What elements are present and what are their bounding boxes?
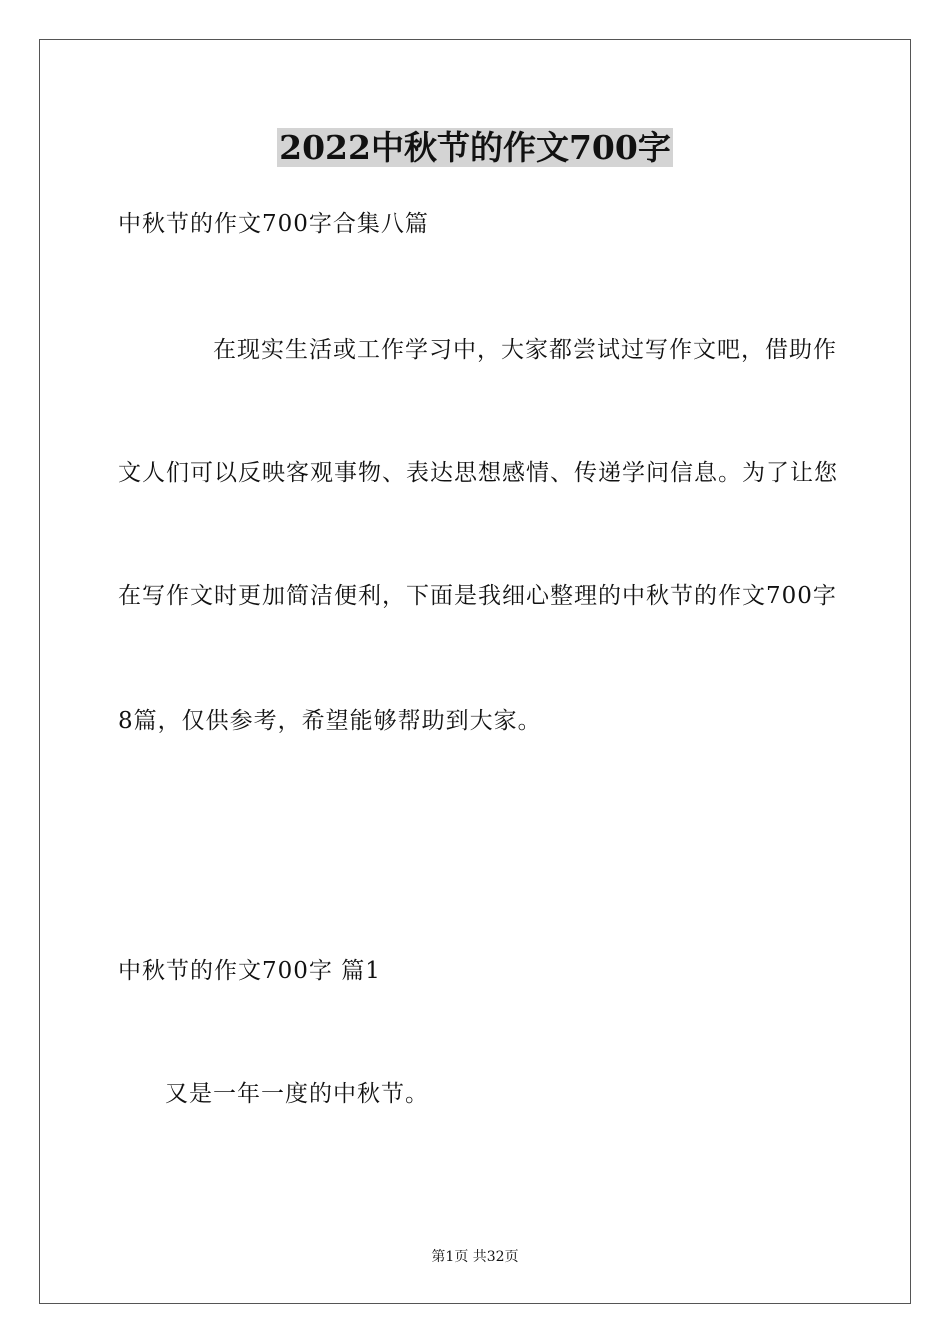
section-heading: 中秋节的作文700字 篇1 (118, 958, 381, 984)
intro-line-1: 在现实生活或工作学习中，大家都尝试过写作文吧，借助作 (213, 337, 837, 363)
intro-line-3: 在写作文时更加简洁便利，下面是我细心整理的中秋节的作文700字 (118, 583, 837, 609)
document-title (0, 126, 950, 170)
page-footer: 第1页 共32页 (431, 1249, 519, 1265)
document-subtitle: 中秋节的作文700字合集八篇 (118, 211, 429, 237)
document-title-text: 2022中秋节的作文700字 (279, 128, 671, 167)
intro-line-2: 文人们可以反映客观事物、表达思想感情、传递学问信息。为了让您 (118, 460, 838, 486)
intro-line-4: 8篇，仅供参考，希望能够帮助到大家。 (118, 708, 542, 734)
first-paragraph: 又是一年一度的中秋节。 (165, 1081, 429, 1107)
